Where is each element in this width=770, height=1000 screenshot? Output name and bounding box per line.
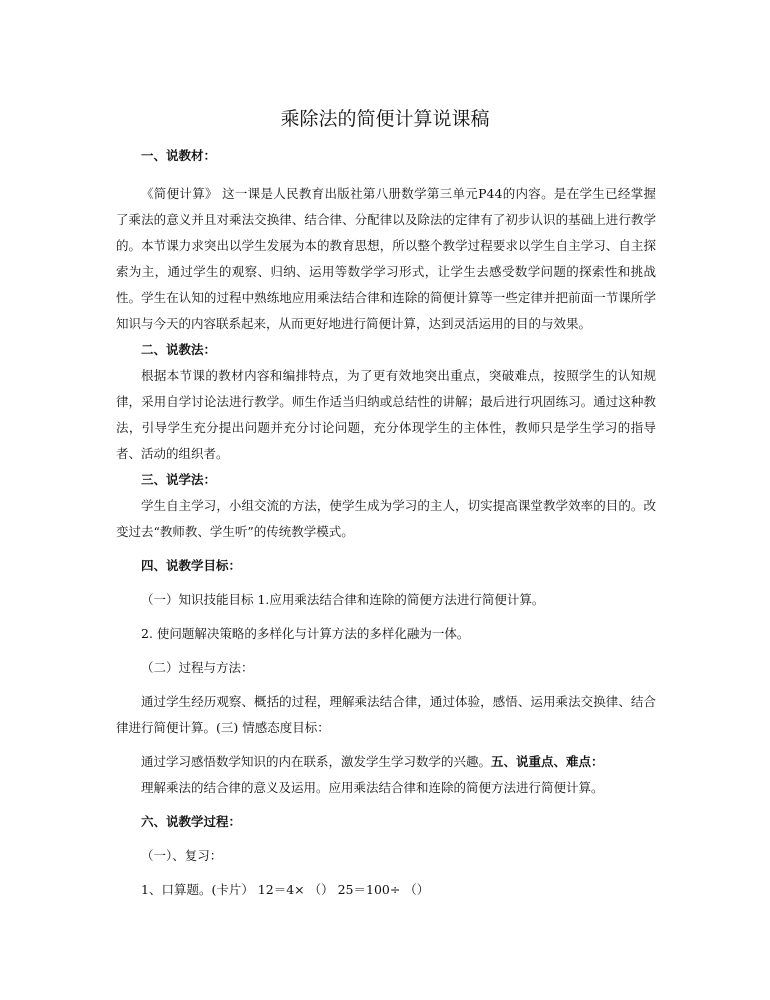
emotion-attitude-text: 通过学习感悟数学知识的内在联系，激发学生学习数学的兴趣。 [141,754,492,769]
document-body [116,143,656,903]
goal-strategy: 2. 使问题解决策略的多样化与计算方法的多样化融为一体。 [141,626,470,641]
paragraph-teaching-method: 根据本节课的教材内容和编排特点，为了更有效地突出重点，突破难点，按照学生的认知规律，采用自学讨论法进行教学。师生作适当归纳或总结性的讲解；最后进行巩固练习。通过这种教法，引导学生充分提出问题并充分讨论问题，充分体现学生的主体性，教师只是学生学习的指导者、活动的组织者。 [116,368,656,461]
section-heading-teaching-method: 二、说教法： [141,342,217,357]
section-heading-teaching-goals: 四、说教学目标： [141,558,242,573]
section-heading-key-points: 五、说重点、难点： [491,754,604,769]
paragraph-teaching-material: 《简便计算》 这一课是人民教育出版社第八册数学第三单元P44的内容。是在学生已经掌握了乘法的意义并且对乘法交换律、结合律、分配律以及除法的定律有了初步认识的基础上进行教学的。本节课力求突出以学生发展为本的教育思想，所以整个教学过程要求以学生自主学习、自主探索为主，通过学生的观察、归纳、运用等数学学习形式，让学生去感受数学问题的探索性和挑战性。学生在认知的过程中熟练地应用乘法结合律和连除的简便计算等一些定律并把前面一节课所学知识与今天的内容联系起来，从而更好地进行简便计算，达到灵活运用的目的与效果。 [116,186,656,331]
section-heading-teaching-process: 六、说教学过程： [141,814,242,829]
section-heading-learning-method: 三、说学法： [141,472,217,487]
paragraph-learning-method: 学生自主学习，小组交流的方法，使学生成为学习的主人，切实提高课堂教学效率的目的。改变过去“教师教、学生听”的传统教学模式。 [116,498,656,539]
document-title: 乘除法的简便计算说课稿 [280,108,490,130]
section-heading-teaching-material: 一、说教材： [141,148,217,163]
paragraph-key-points: 理解乘法的结合律的意义及运用。应用乘法结合律和连除的简便方法进行简便计算。 [141,780,604,795]
paragraph-emotion-attitude [116,749,656,775]
goal-process-method: （二）过程与方法： [141,660,254,675]
step-mental-arithmetic: 1、口算题。(卡片） 12＝4× （） 25＝100÷ （） [141,882,430,897]
step-review: （一）、复习： [141,848,223,863]
goal-knowledge-skill: （一）知识技能目标 1.应用乘法结合律和连除的简便方法进行简便计算。 [141,592,545,607]
paragraph-process-method: 通过学生经历观察、概括的过程，理解乘法结合律，通过体验，感悟、运用乘法交换律、结合律进行简便计算。(三) 情感态度目标： [116,694,656,735]
